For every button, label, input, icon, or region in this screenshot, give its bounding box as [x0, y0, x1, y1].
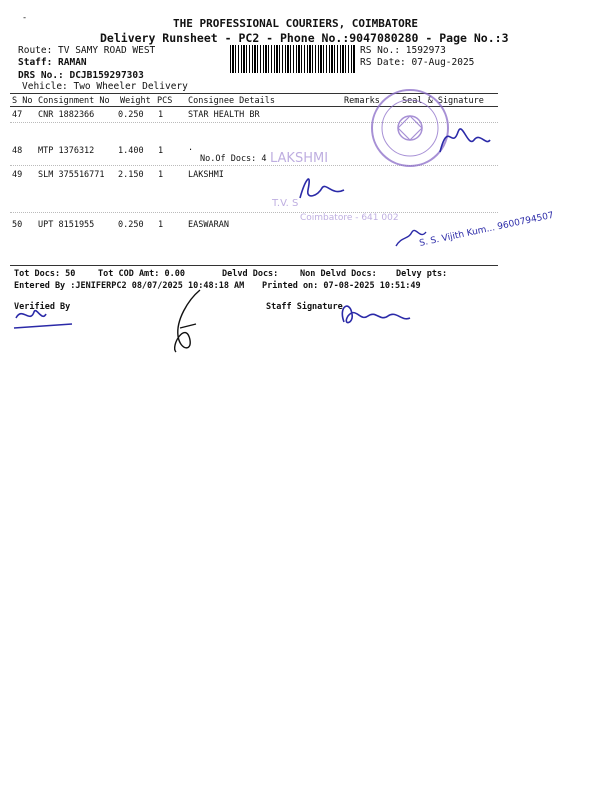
row-consignee: STAR HEALTH BR: [188, 110, 260, 120]
col-consignment: Consignment No: [38, 96, 110, 106]
stamp-line-3: Coimbatore - 641 002: [300, 213, 399, 223]
route-label: Route: TV SAMY ROAD WEST: [18, 45, 156, 56]
stamp-line-2: T.V. S: [272, 198, 299, 209]
lakshmi-signature: [300, 179, 344, 198]
rs-number: RS No.: 1592973: [360, 45, 446, 56]
row-weight: 0.250: [118, 220, 144, 230]
col-pcs: PCS: [157, 96, 173, 106]
company-title: THE PROFESSIONAL COURIERS, COIMBATORE: [173, 17, 419, 30]
runsheet-subtitle: Delivery Runsheet - PC2 - Phone No.:9047080280 - Page No.:3: [100, 31, 509, 45]
non-delivered-docs: Non Delvd Docs:: [300, 269, 377, 279]
round-seal-stamp: [372, 90, 448, 166]
verified-by-signature: [14, 311, 72, 328]
col-remarks: Remarks: [344, 96, 380, 106]
row-consignment: MTP 1376312: [38, 146, 95, 156]
row-consignment: UPT 8151955: [38, 220, 95, 230]
entered-by-signature: [175, 290, 200, 352]
entered-by: Entered By :JENIFERPC2 08/07/2025 10:48:18 AM: [14, 281, 245, 291]
row-sno: 50: [12, 220, 23, 230]
staff-signature: [342, 306, 410, 322]
row-consignment: SLM 375516771: [38, 170, 105, 180]
handwritten-note: S. S. Vijith Kum... 9600794507: [418, 210, 555, 249]
row-consignee: LAKSHMI: [188, 170, 224, 180]
row-consignee: EASWARAN: [188, 220, 229, 230]
total-cod-amount: Tot COD Amt: 0.00: [98, 269, 185, 279]
stamp-line-1: LAKSHMI: [270, 151, 329, 166]
row-pcs: 1: [158, 170, 164, 180]
printed-on: Printed on: 07-08-2025 10:51:49: [262, 281, 421, 291]
total-docs: Tot Docs: 50: [14, 269, 76, 279]
row-pcs: 1: [158, 220, 164, 230]
col-consignee: Consignee Details: [188, 96, 275, 106]
vehicle-label: Vehicle: Two Wheeler Delivery: [22, 81, 188, 92]
row-weight: 1.400: [118, 146, 144, 156]
staff-label: Staff: RAMAN: [18, 57, 87, 68]
verified-by-label: Verified By: [14, 302, 71, 312]
rs-date: RS Date: 07-Aug-2025: [360, 57, 475, 68]
row-sno: 48: [12, 146, 23, 156]
row-consignee: .: [188, 143, 194, 153]
col-sno: S No: [12, 96, 33, 106]
delivery-points: Delvy pts:: [396, 269, 448, 279]
delivered-docs: Delvd Docs:: [222, 269, 279, 279]
col-seal-signature: Seal & Signature: [402, 96, 484, 106]
row-sno: 49: [12, 170, 23, 180]
col-weight: Weight: [120, 96, 151, 106]
lakshmi-stamp: [270, 151, 399, 223]
row-doc-count: No.Of Docs: 4: [200, 154, 267, 164]
row-weight: 0.250: [118, 110, 144, 120]
row-sno: 47: [12, 110, 23, 120]
header-dash: -: [22, 13, 28, 23]
drs-number: DRS No.: DCJB159297303: [18, 70, 144, 81]
row-pcs: 1: [158, 110, 164, 120]
staff-signature-label: Staff Signature: [266, 302, 343, 312]
row-pcs: 1: [158, 146, 164, 156]
row-consignment: CNR 1882366: [38, 110, 95, 120]
row-weight: 2.150: [118, 170, 144, 180]
